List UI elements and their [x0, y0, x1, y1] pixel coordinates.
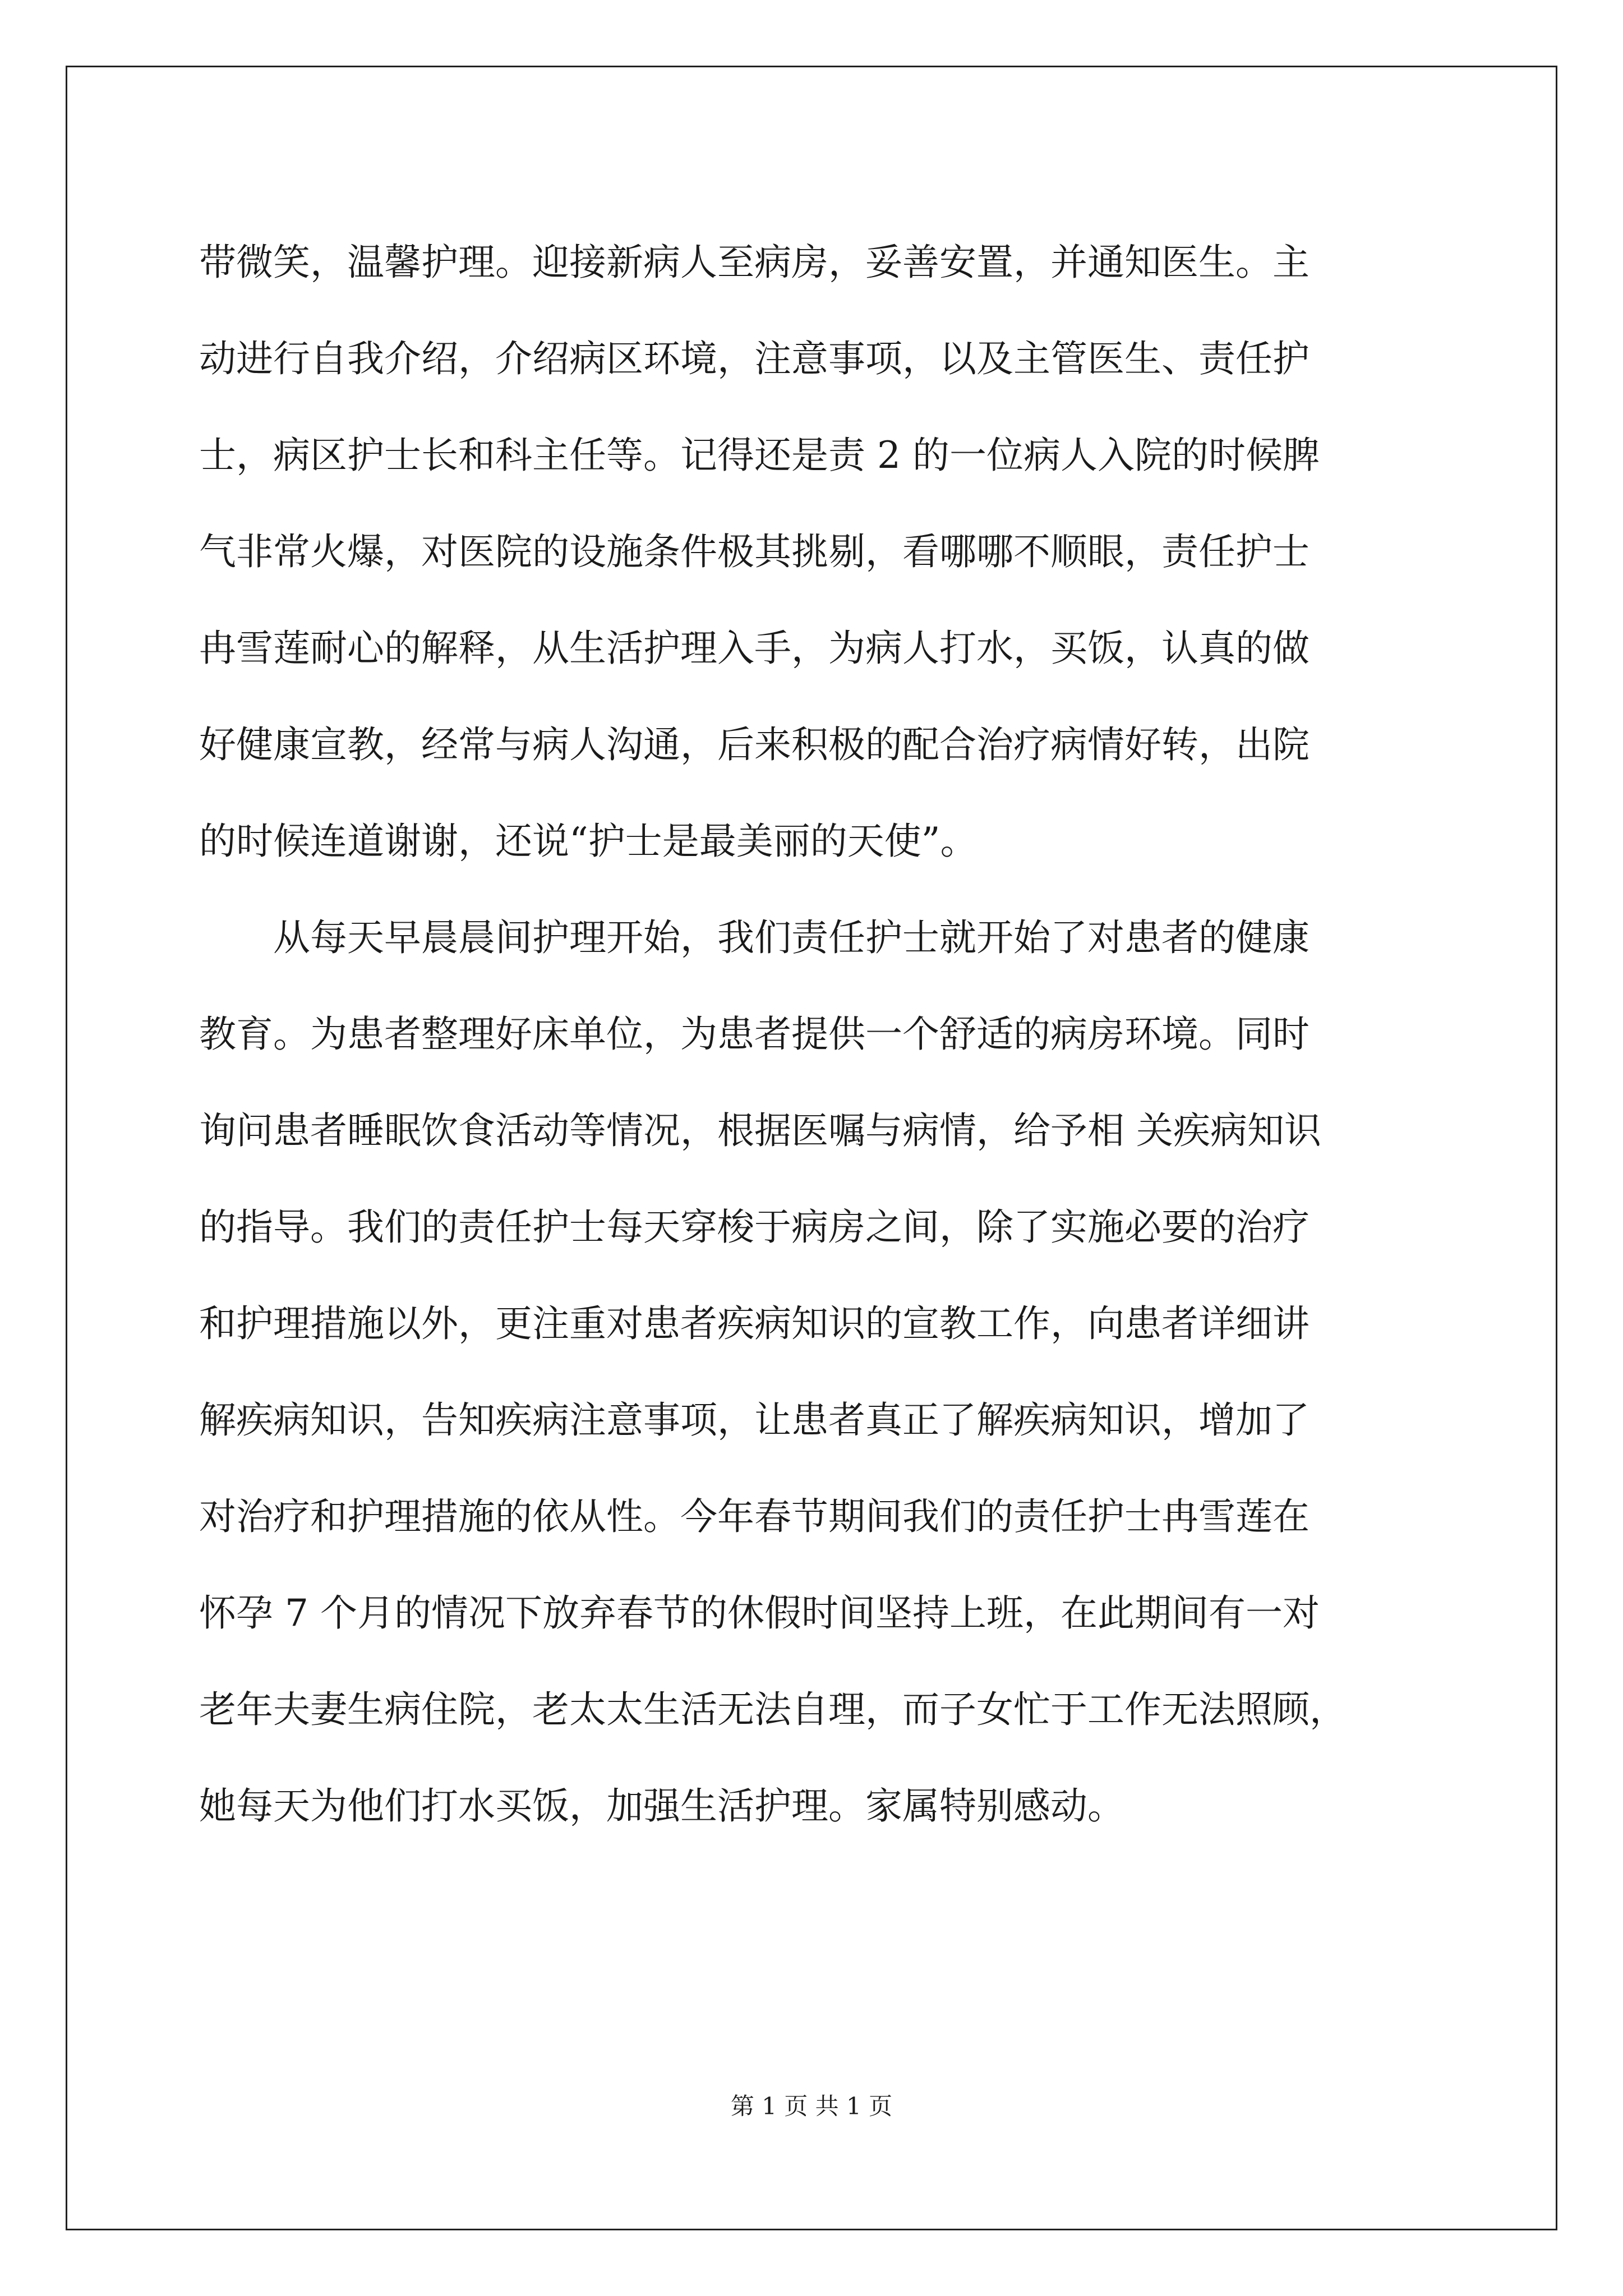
- page-footer: 第 1 页 共 1 页: [730, 2092, 893, 2120]
- paragraph-1: 带微笑，温馨护理。迎接新病人至病房，妥善安置，并通知医生。主 动进行自我介绍，介绍病区环境，注意事项，以及主管医生、责任护 士，病区护士长和科主任等。记得还是责 2 的一位病人入院的时候脾 气非常火爆，对医院的设施条件极其挑剔，看哪哪不顺眼，责任护士 冉雪莲耐心的解释，从生活护理入手，为病人打水，买饭，认真的做 好健康宣教，经常与病人沟通，后来积极的配合治疗病情好转，出院 的时候连道谢谢，还说“护士是最美丽的天使”。: [199, 241, 1320, 863]
- paragraph-2: 从每天早晨晨间护理开始，我们责任护士就开始了对患者的健康 教育。为患者整理好床单位，为患者提供一个舒适的病房环境。同时 询问患者睡眠饮食活动等情况，根据医嘱与病情，给予相 关疾病知识 的指导。我们的责任护士每天穿梭于病房之间，除了实施必要的治疗 和护理措施以外，更注重对患者疾病知识的宣教工作，向患者详细讲 解疾病知识，告知疾病注意事项，让患者真正了解疾病知识，增加了 对治疗和护理措施的依从性。今年春节期间我们的责任护士冉雪莲在 怀孕 7 个月的情况下放弃春节的休假时间坚持上班，在此期间有一对 老年夫妻生病住院，老太太生活无法自理，而子女忙于工作无法照顾， 她每天为他们打水买饭，加强生活护理。家属特别感动。: [199, 916, 1347, 1828]
- document-body: [199, 214, 1422, 1855]
